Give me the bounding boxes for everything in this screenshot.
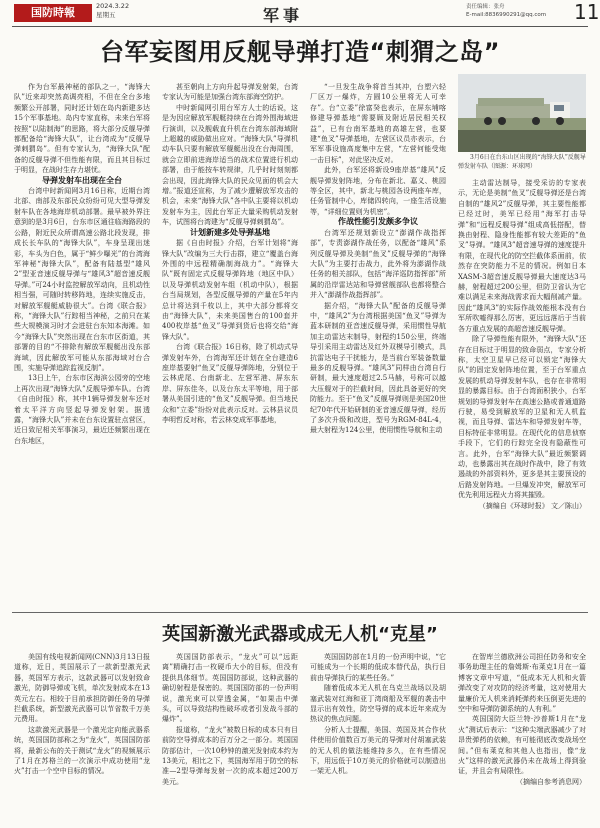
date-text: 2024.3.22 bbox=[96, 2, 130, 10]
paragraph: 此外，台军还将新设9座岸基“雄风”反舰导弹发射阵地，分布在新北、嘉义、桃园等全区，其中，新北与桃园各设两座车库，任务管制中心，库储四转向，一座生活设施等，“详细位置则为机密”。 bbox=[310, 166, 446, 216]
photo-caption: 3月6日在台东山区出现的“海锋大队”反舰导弹发射车队（图源：环球网） bbox=[458, 154, 586, 170]
subheading: 作战性能引发颇多争议 bbox=[338, 217, 418, 227]
paragraph: 报道称，“龙火”被数日标的成本只有目前防空导弹成本的百万分之一部分。英国国防部估计，一次10秒钟的激光发射成本约为13美元，相比之下，英国海军用于防空的标准—2型导弹每发射一次的成本超过200万美元。 bbox=[162, 725, 298, 786]
source-credit: （摘编自参考消息网） bbox=[516, 777, 586, 786]
paragraph: 甚至朝向上方向升起导弹发射架，台湾专家认为可能是加强台湾东部海空防护。 bbox=[162, 83, 298, 102]
article1-headline: 台军妄图用反舰导弹打造“刺猬之岛” bbox=[99, 38, 501, 66]
article1-column-3 bbox=[310, 82, 446, 610]
truck-illustration bbox=[458, 74, 586, 152]
paragraph: 台湾《联合报》16日称，除了机动式导弹发射车外，台湾海军还计划在全台建造6座岸基要射“鱼叉”反舰导弹阵地，分别位于云林虎尾、台南新北、左营军港、屏东东岸、屏东佳冬，以及台东太平等地，用于部署从美国引进的“鱼叉”反舰导弹。但当地民众和“立委”纷纷对此表示反对。云林县议员李明哲反对称，若云林变成军事基地， bbox=[162, 343, 298, 424]
paragraph: 13日上午，台东市区海滨公园旁的空地上再次出现“海锋大队”反舰导弹车队。台湾《自由时报》称，其中1辆导弹发射车还对着太平洋方向竖起导弹发射架。据透露，“海锋大队”并未在台东设置驻点营区，近日致尼相关军事演习，最近还频繁出现在台东地区， bbox=[14, 374, 150, 445]
paragraph: 中时新闻网引用台军方人士的话说，这是为因应解放军舰艇持续在台湾外围海域进行演训，以及舰载直升机在台湾东部海域附上超越的威胁做出应对。“海锋大队”导弹机动车队只要有解放军舰艇出没在台海周围，就会立即前进海岸适当的战术位置进行机动部署，由于能按车转规律，几乎时时刻刻都会出现，因此海锋大队的民众见面的机会大增。”报道还宣称，为了减少遭解放军攻击的机会，未来“海锋大队”各中队主要将以机动发射车为主，因此台军正大量采购机动发射车，试图将台湾建为“反舰导弹刺猬岛”。 bbox=[162, 103, 298, 227]
paragraph: 作为台军最神秘的部队之一，“海锋大队”近来却突然高调亮相，不但在全台多地频繁公开部署，同时还计划在岛内新建多达15个军事基地。岛内专家直称，未来台军将按照“以陆制海”的思路，将大部分反舰导弹都配备给“海锋大队”，让台湾成为“反舰导弹刺猬岛”。但有专家认为，“海锋大队”配备的反舰导弹不但性能有限，而且其目标过于明显，在战时生存力堪忧。 bbox=[14, 83, 150, 175]
article2-headline: 英国新激光武器或成无人机“克星” bbox=[162, 624, 438, 645]
section-title: 军事 bbox=[263, 6, 304, 25]
source-credit: （摘编自《环球时报》 文／陈山） bbox=[478, 501, 586, 510]
editor-email: E-mail:8836990291@qq.com bbox=[466, 12, 547, 18]
article-divider bbox=[12, 612, 588, 613]
launcher-truck-photo bbox=[458, 74, 586, 152]
article2-column-3 bbox=[310, 652, 446, 822]
newspaper-logo: 国防時報 bbox=[14, 4, 92, 22]
paragraph: 英国国防大臣兰特·沙普斯1月在“龙火”测试后表示：“这种尖端武器减少了对昂贵弹药的依赖，有可能彻底改变战场空间。”但布莱克和其他人也指出，像“龙火”这样的激光武器仍未在战场上得到验证，并且会有局限性。 bbox=[458, 715, 586, 776]
article1-column-1 bbox=[14, 82, 150, 610]
paragraph: “一旦发生战争将首当其冲，台塑六轻厂区万一爆炸，方圆10公里将无人可幸存”。台“立委”徐富癸也表示，在屏东埔喀修建导弹基地“需要顾及附近居民相关权益”，已有台南军基地的高雄左营，也要建“鱼叉”导弹基地，左营区议员亦表示，台军军事设施高度集中左营，“左营何能受炮一击目标”，对此坚决反对。 bbox=[310, 83, 446, 164]
article2-column-4 bbox=[458, 652, 586, 822]
paragraph: 台湾中时新闻网3月16日称，近期台湾北部、南部及东部民众纷纷可见大型导弹发射车队在各地海岸机动部署。最早被外界注意到的是3月6日，台东市区通往临海路段的公路，附近民众所谓高速公路北段发现，排成长长车队的“海锋大队”，车身呈现出迷彩，车头为白色，属于“鲜少曝光”的台湾海军神秘“海锋大队”，配备有陆基型“雄风2”型亚音速反舰导弹与“雄风3”超音速反舰导弹。”可24小时监控解放军动向，且机动性相当强，可随时转移阵地，连续实施反击，对解放军舰艇威胁很大”。台湾《联合报》称，“海锋大队”行踪相当神秘，之前只在某些大规模演习时才会进驻台东知本海滩。如今“海锋大队”突然出现在台东市区街道，其部署的目的“不排除有解放军舰艇出没东部海域，因此解放军可能从东部海域对台合围，实施导弹追踪监视反制”。 bbox=[14, 187, 150, 372]
issue-date bbox=[96, 2, 129, 20]
paragraph: 据介绍，“海锋大队”配备的反舰导弹中，“雄风2”为台湾根据美国“鱼叉”导弹为蓝本研制的亚音速反舰导弹，采用惯性导航加主动雷达末制导，射程约150公里，终端导引采用主动雷达及红外双模导引模式，具抗雷达电子干扰能力，是当前台军装备数量最多的反舰导弹。“雄风3”同样由台湾自行研制，最大速度超过2.5马赫，号称可以越大压舰对于的拦截时间，因此具备更好的突防能力。至于“鱼叉”反舰导弹则是美国20世纪70年代开始研制的亚音速反舰导弹，经历了多次升级和改进，型号为RGM-84L-4，最大射程为124公里，使用惯性导航和主动 bbox=[310, 301, 446, 435]
paragraph: 台湾军还规划新设立“澎湖作战指挥部”，专责澎湖作战任务，以配备“雄风”系列反舰导弹及美制“鱼叉”反舰导弹的“海锋大队”为主要打击战力，此外将为澎湖作战任务的相关部队，包括“海洋巡防指挥部”所属的沿岸雷达站和导弹营舰部队也都将整合并入“澎湖作战指挥部”。 bbox=[310, 228, 446, 300]
article2-column-2 bbox=[162, 652, 298, 822]
paragraph: 英国国防部在1月的一份声明中说，“它可能成为一个长期的低成本替代品，执行目前由导弹执行的某些任务。” bbox=[310, 653, 446, 682]
header-rule bbox=[12, 26, 588, 27]
article2-column-1 bbox=[14, 652, 150, 822]
paragraph: 这款激光武器是一个激光定向能武器系统，英国国防部称之为“龙火”，英国国防部将，最新公布的关于测试“龙火”的视频展示了1月在苏格兰的一次演示中成功使用“龙火”打击一个空中目标的情况。 bbox=[14, 725, 150, 776]
paragraph: 主动雷达制导，接受采访的专家表示，无论是美制“鱼叉”反舰导弹还是台湾自制的“雄风2”反舰导弹，其主要性能都已经过时，美军已经用“海军打击导弹”和“远程反舰导弹”组成高低搭配，替换由射程、隐身性能都有较大差距的“鱼叉”导弹。“雄风3”超音速导弹的速度提升有限，在现代化的防空拦截体系面前，依然存在突防能力不足的情况。例如日本XASM-3超音速反舰导弹最大速度达3马赫，射程超过200公里，但防卫省认为它难以满足未来海战需求而大幅削减产量。因此“雄风3”的实际作战效能根本没有台军所吹嘘得那么厉害，更远远落后于当前各方重点发展的高超音速反舰导弹。 bbox=[458, 179, 586, 333]
page-number: 11 bbox=[574, 0, 600, 24]
paragraph: 据《自由时报》介绍，台军计划将“海锋大队”改编为三大行击群，建立“覆盖台海外围的中远程精确制海战力”。“海锋大队”既有固定式反舰导弹阵地（地区中队）以及导弹机动发射车组（机动中队），根据台当局规划，各型反舰导弹的产量在5年内总计将达到千枚以上，其中大部分都将交由“海锋大队”，未来美国售台的100套并400枚岸基“鱼叉”导弹到货后也将交给“海锋大队”。 bbox=[162, 239, 298, 341]
article1-column-2 bbox=[162, 82, 298, 610]
editor-info bbox=[466, 3, 576, 19]
subheading: 导弹发射车出现在全台 bbox=[42, 175, 122, 185]
editor-name: 责任编辑：张舟 bbox=[466, 4, 505, 10]
paragraph: 分析人士提醒，美国、英国及其合作伙伴使用价值数百万美元的导弹对付胡塞武装的无人机的做法能维持多久，在有些情况下，用远低于10万美元的价格就可以制造出一架无人机。 bbox=[310, 725, 446, 776]
paragraph: 随着低成本无人机在乌克兰战场以及胡塞武装对红海和亚丁湾商船及军舰的袭击中显示出有效性，防空导弹的成本近年来成为热议的焦点问题。 bbox=[310, 684, 446, 724]
subheading: 计划新建多处导弹基地 bbox=[190, 227, 270, 237]
masthead bbox=[0, 0, 600, 26]
paragraph: 美国有线电视新闻网(CNN)3月13日报道称，近日，英国展示了一款新型激光武器，英国军方表示，这款武器可以发射致命激光，防御导弹或飞机，单次发射成本在13英元左右。相较于目前承担防御任务的导弹拦截系统，新型激光武器可以节省数千万美元费用。 bbox=[14, 653, 150, 724]
paragraph: 在智库兰德欧洲公司担任防务和安全事务助理主任的詹姆斯·布莱克1月在一篇博客文章中写道，“低成本无人机和火箭弹改变了对攻防的经济考量，这对使用大量廉价无人机来消耗弹药来压倒更先进的空中和导弹防御系统的人有利。” bbox=[458, 653, 586, 714]
article1-column-4 bbox=[458, 178, 586, 610]
paragraph: 除了导弹性能有限外，“海锋大队”还存在目标过于明显的致命弱点，专家分析称，太空卫星早已经可以锁定“海锋大队”的固定发射阵地位置，至于台军重点发展的机动导弹发射车队，也存在非常明显的暴露目标。由于台湾面积狭小，台军规划的导弹发射车在高速公路或普通道路行驶，易受到解放军的卫星和无人机监视，而且导弹、雷达车和导弹发射车等，目标特征非常明显。在现代化的信息侦察手段下，它们的行踪完全没有隐蔽性可言。此外，台军“海锋大队”最近频繁调动，也暴露出其在战时作战中，除了有效遏战的外部资料外，更多是其主要预设的后路发射阵地。一旦爆发冲突，解放军可优先利用远程火力将其摧毁。 bbox=[458, 335, 586, 500]
weekday-text: 星期五 bbox=[96, 11, 116, 19]
paragraph: 英国国防部表示，“龙火”可以“远距离”精确打击一枚硬币大小的目标，但没有提供具体细节。英国国防部说，这种武器的确切射程是保密的。英国国防部的一份声明说，激光束可以穿透金属，“如果击中弹头，可以导致结构性破坏或者引发战斗部的爆炸”。 bbox=[162, 653, 298, 724]
